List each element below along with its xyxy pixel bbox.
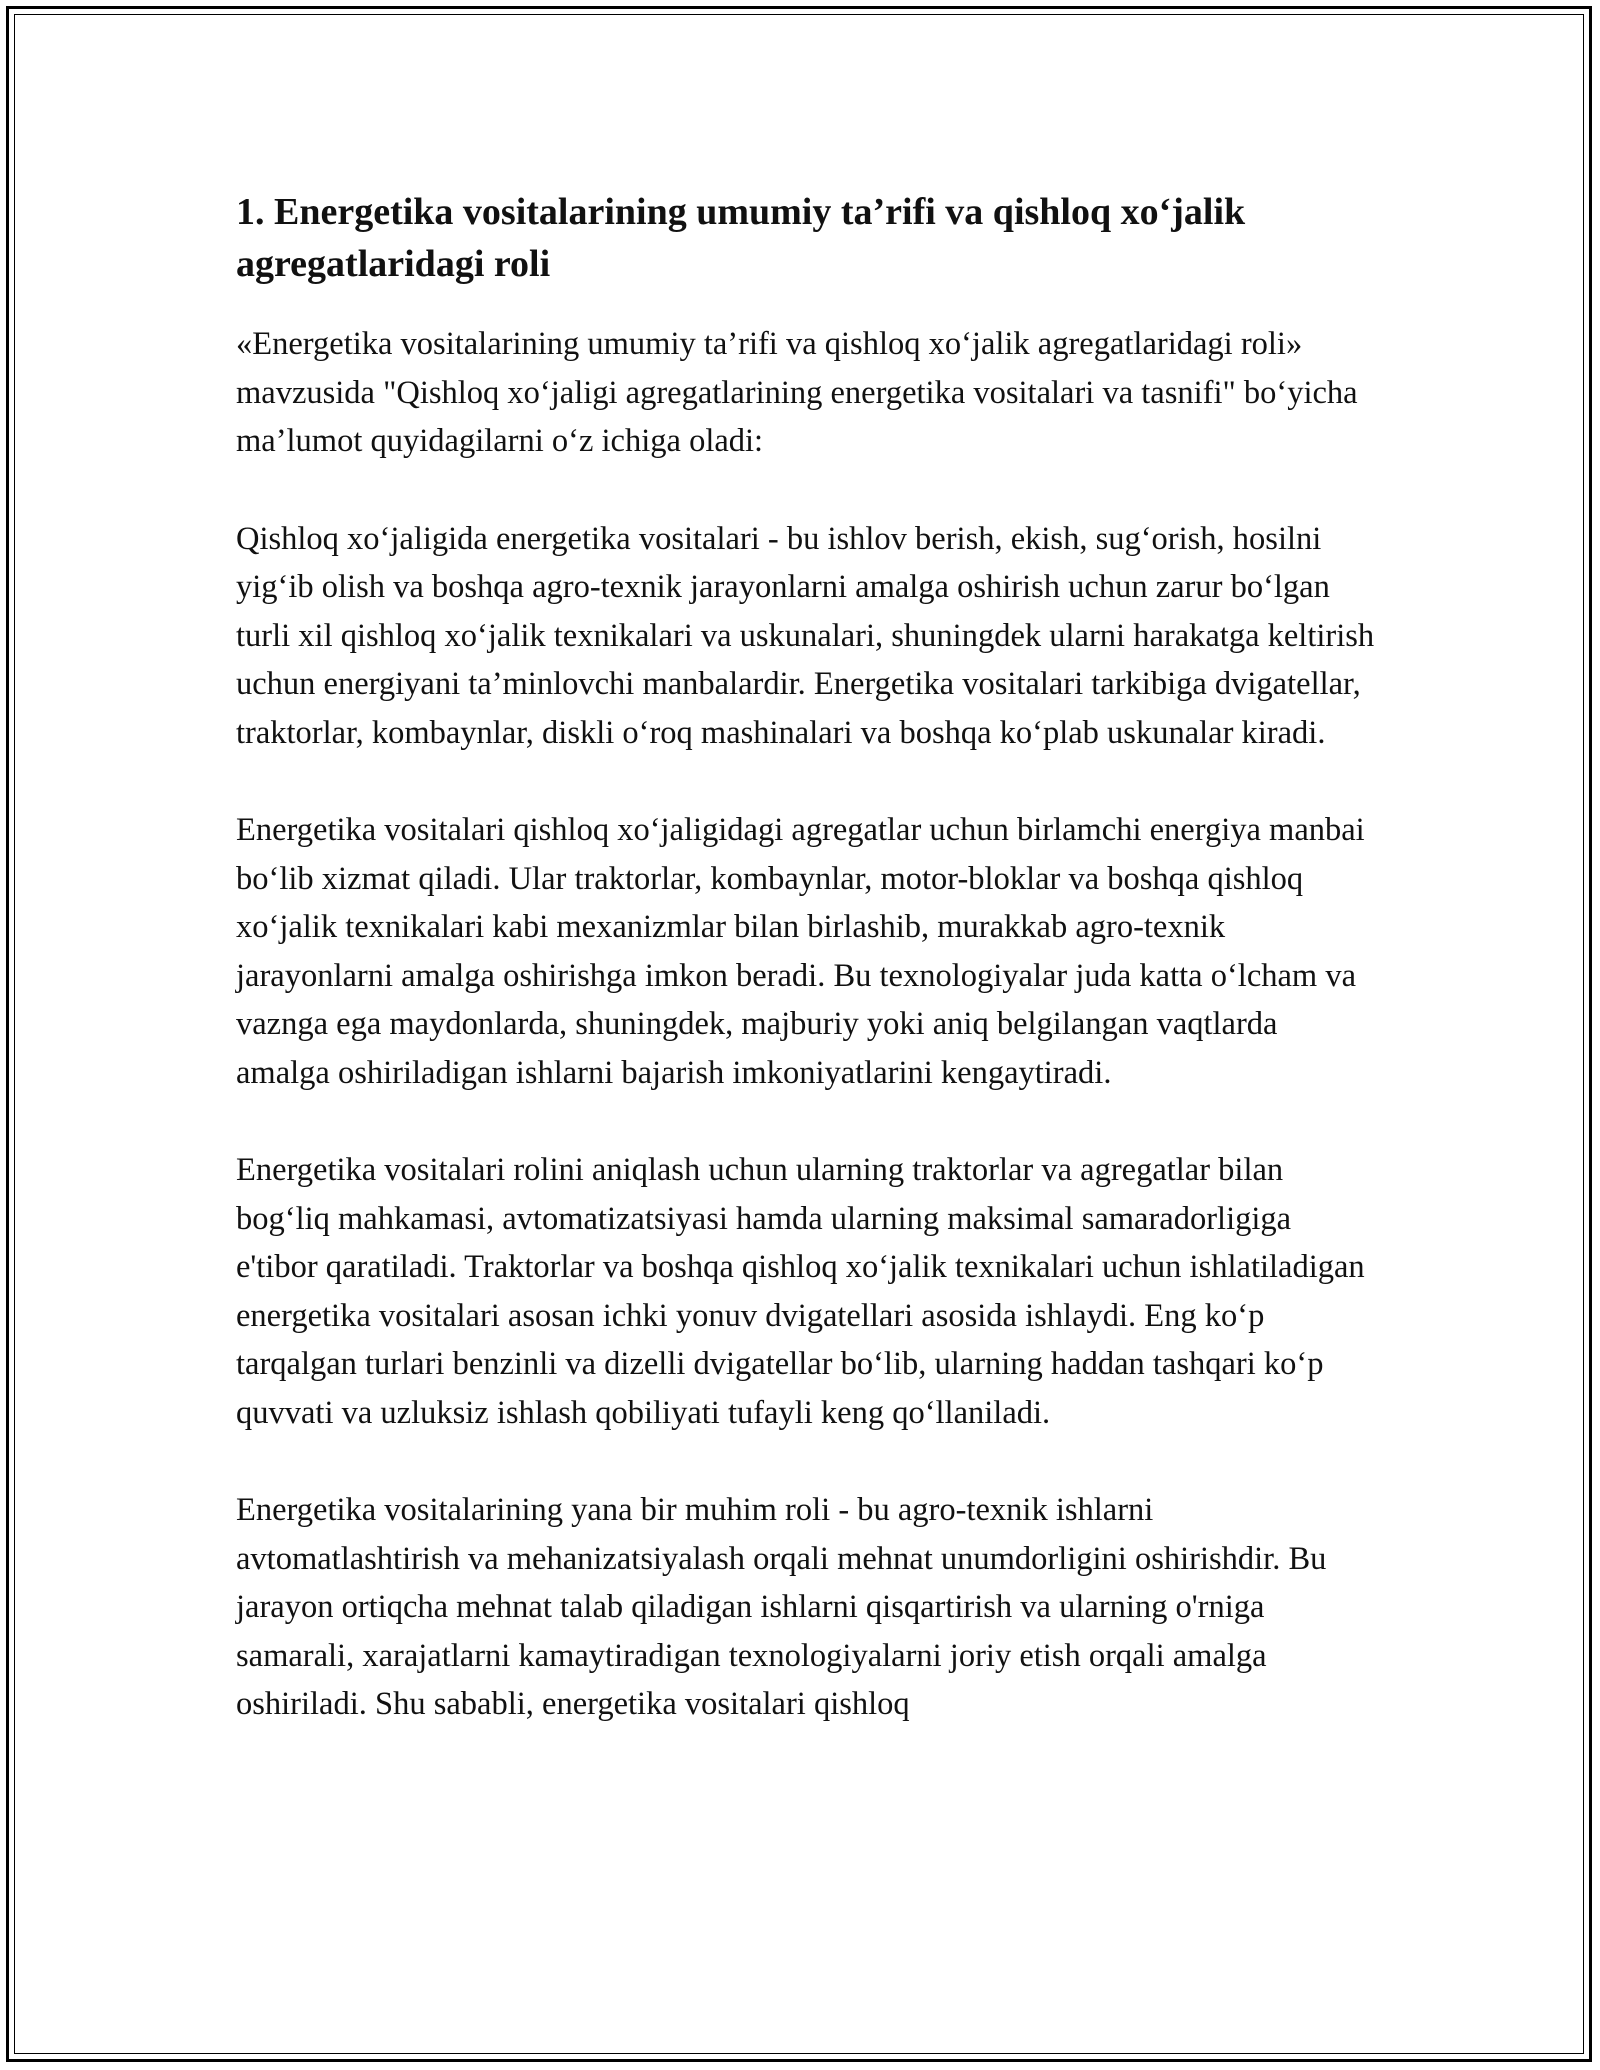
paragraph-definition: Qishloq xo‘jaligida energetika vositalari - bu ishlov berish, ekish, sug‘orish, hosilni yig‘ib olish va boshqa agro-texnik jarayonlarni amalga oshirish uchun zarur bo‘lgan turli xil qishloq xo‘jalik texnikalari va uskunalari, shuningdek ularni harakatga keltirish uchun energiyani ta’minlovchi manbalardir. Energetika vositalari tarkibiga dvigatellar, traktorlar, kombaynlar, diskli o‘roq mashinalari va boshqa ko‘plab uskunalar kiradi.	[236, 520, 1375, 751]
document-body	[236, 186, 1376, 1778]
paragraph-intro: «Energetika vositalarining umumiy ta’rifi va qishloq xo‘jalik agregatlaridagi roli» mavzusida "Qishloq xo‘jaligi agregatlarining energetika vositalari va tasnifi" bo‘yicha ma’lumot quyidagilarni o‘z ichiga oladi:	[236, 326, 1358, 459]
paragraph-primary-source: Energetika vositalari qishloq xo‘jaligidagi agregatlar uchun birlamchi energiya manbai bo‘lib xizmat qiladi. Ular traktorlar, kombaynlar, motor-bloklar va boshqa qishloq xo‘jalik texnikalari kabi mexanizmlar bilan birlashib, murakkab agro-texnik jarayonlarni amalga oshirishga imkon beradi. Bu texnologiyalar juda katta o‘lcham va vaznga ega maydonlarda, shuningdek, majburiy yoki aniq belgilangan vaqtlarda amalga oshiriladigan ishlarni bajarish imkoniyatlarini kengaytiradi.	[236, 812, 1365, 1091]
paragraph-engines: Energetika vositalari rolini aniqlash uchun ularning traktorlar va agregatlar bilan bog‘liq mahkamasi, avtomatizatsiyasi hamda ularning maksimal samaradorligiga e'tibor qaratiladi. Traktorlar va boshqa qishloq xo‘jalik texnikalari uchun ishlatiladigan energetika vositalari asosan ichki yonuv dvigatellari asosida ishlaydi. Eng ko‘p tarqalgan turlari benzinli va dizelli dvigatellar bo‘lib, ularning haddan tashqari ko‘p quvvati va uzluksiz ishlash qobiliyati tufayli keng qo‘llaniladi.	[236, 1152, 1365, 1431]
section-heading: 1. Energetika vositalarining umumiy ta’rifi va qishloq xo‘jalik agregatlaridagi roli	[236, 191, 1246, 285]
paragraph-automation: Energetika vositalarining yana bir muhim roli - bu agro-texnik ishlarni avtomatlashtirish va mehanizatsiyalash orqali mehnat unumdorligini oshirishdir. Bu jarayon ortiqcha mehnat talab qiladigan ishlarni qisqartirish va ularning o'rniga samarali, xarajatlarni kamaytiradigan texnologiyalarni joriy etish orqali amalga oshiriladi. Shu sababli, energetika vositalari qishloq	[236, 1492, 1327, 1722]
